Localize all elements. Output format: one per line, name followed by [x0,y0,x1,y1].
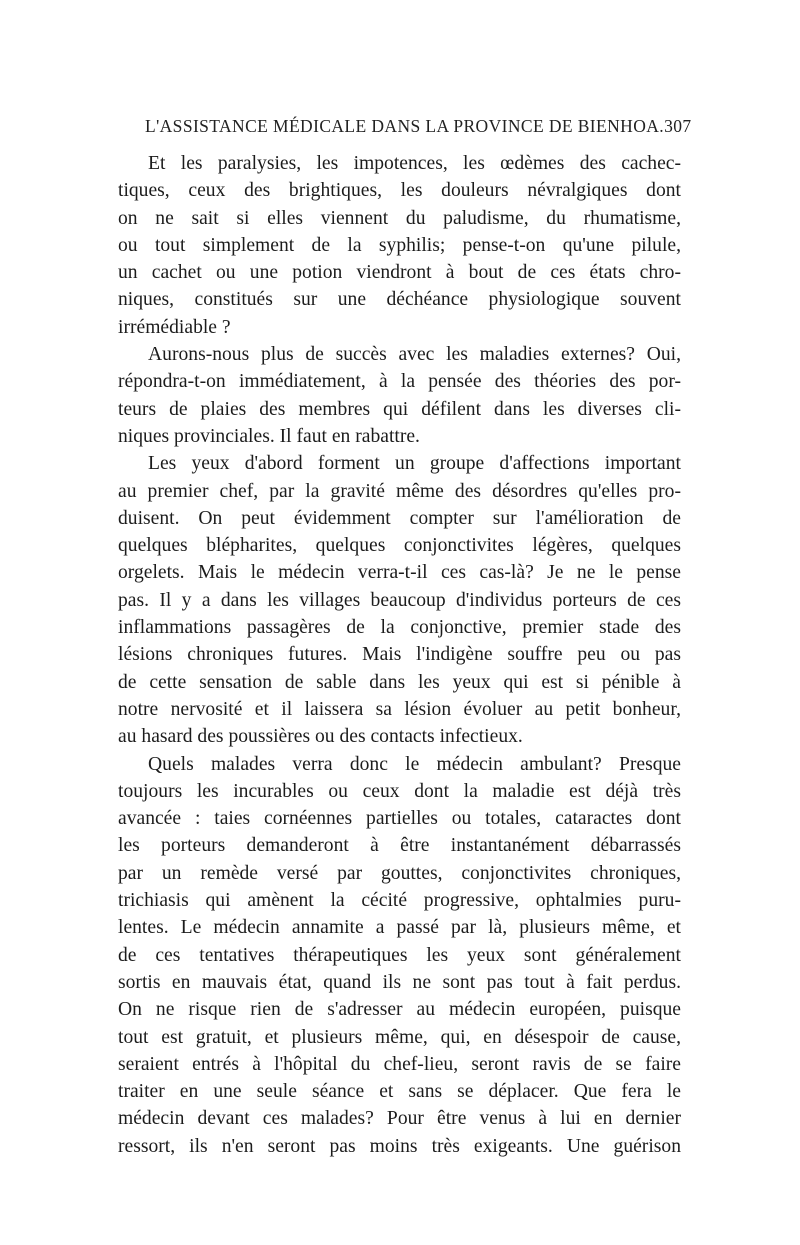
text-line: répondra-t-on immédiatement, à la pensée des théories des por- [118,371,681,393]
body-text [118,150,681,1160]
text-line: quelques blépharites, quelques conjonctivites légères, quelques [118,535,681,557]
text-line: trichiasis qui amènent la cécité progressive, ophtalmies puru- [118,890,681,912]
text-line: seraient entrés à l'hôpital du chef-lieu, seront ravis de se faire [118,1053,681,1075]
text-line: notre nervosité et il laissera sa lésion évoluer au petit bonheur, [118,698,681,720]
text-line: Les yeux d'abord forment un groupe d'affections important [148,453,681,475]
text-line: teurs de plaies des membres qui défilent dans les diverses cli- [118,398,681,420]
text-line: avancée : taies cornéennes partielles ou totales, cataractes dont [118,808,681,830]
text-line: par un remède versé par gouttes, conjonctivites chroniques, [118,862,681,884]
text-line: on ne sait si elles viennent du paludisme, du rhumatisme, [118,207,681,229]
text-line: les porteurs demanderont à être instantanément débarrassés [118,835,681,857]
text-line: sortis en mauvais état, quand ils ne sont pas tout à fait perdus. [118,971,681,993]
text-line: niques provinciales. Il faut en rabattre. [118,425,420,447]
text-line: Et les paralysies, les impotences, les œdèmes des cachec- [148,153,681,174]
text-line: lésions chroniques futures. Mais l'indigène souffre peu ou pas [118,644,681,666]
text-line: toujours les incurables ou ceux dont la maladie est déjà très [118,780,681,802]
text-line: de ces tentatives thérapeutiques les yeux sont généralement [118,944,681,966]
text-line: irrémédiable ? [118,316,231,338]
text-line: tiques, ceux des brightiques, les douleurs névralgiques dont [118,180,681,202]
page-number: 307 [664,116,692,136]
text-line: de cette sensation de sable dans les yeux qui est si pénible à [118,671,681,693]
text-line: niques, constitués sur une déchéance physiologique souvent [118,289,681,311]
text-line: au hasard des poussières ou des contacts infectieux. [118,726,523,748]
text-line: lentes. Le médecin annamite a passé par là, plusieurs même, et [118,917,681,939]
text-line: médecin devant ces malades? Pour être venus à lui en dernier [118,1108,681,1130]
text-line: orgelets. Mais le médecin verra-t-il ces cas-là? Je ne le pense [118,562,681,584]
running-title: L'ASSISTANCE MÉDICALE DANS LA PROVINCE DE BIENHOA. [145,116,665,136]
text-line: On ne risque rien de s'adresser au médecin européen, puisque [118,999,681,1021]
text-line: Aurons-nous plus de succès avec les maladies externes? Oui, [148,344,681,366]
text-line: duisent. On peut évidemment compter sur l'amélioration de [118,507,681,529]
text-line: Quels malades verra donc le médecin ambulant? Presque [148,753,681,775]
text-line: traiter en une seule séance et sans se déplacer. Que fera le [118,1081,681,1103]
text-line: ou tout simplement de la syphilis; pense-t-on qu'une pilule, [118,234,681,256]
running-head [145,116,692,146]
text-line: ressort, ils n'en seront pas moins très exigeants. Une guérison [118,1135,681,1157]
text-line: tout est gratuit, et plusieurs même, qui, en désespoir de cause, [118,1026,681,1048]
text-line: un cachet ou une potion viendront à bout de ces états chro- [118,262,681,284]
text-line: pas. Il y a dans les villages beaucoup d'individus porteurs de ces [118,589,681,611]
text-line: au premier chef, par la gravité même des désordres qu'elles pro- [118,480,681,502]
text-line: inflammations passagères de la conjonctive, premier stade des [118,617,681,639]
